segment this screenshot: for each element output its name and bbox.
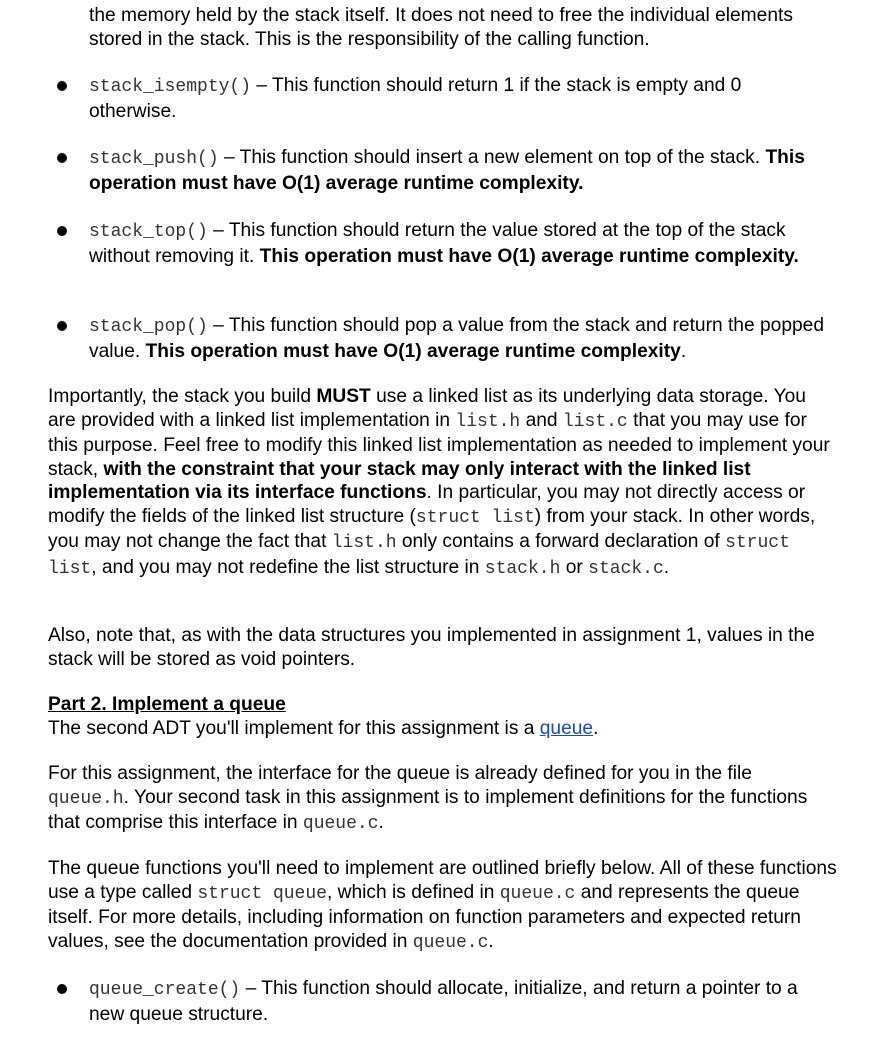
queue-create-item: queue_create() – This function should allocate, initialize, and return a pointer to a new queue structure. bbox=[89, 978, 798, 1025]
bullet-icon bbox=[57, 81, 67, 91]
void-pointers-note: Also, note that, as with the data structures you implemented in assignment 1, values in the stack will be stored as void pointers. bbox=[48, 625, 815, 670]
stack-pop-item: stack_pop() – This function should pop a value from the stack and return the popped value. This operation must have O(1) average runtime complexity. bbox=[89, 315, 825, 362]
bullet-icon bbox=[57, 984, 67, 994]
part2-section: Part 2. Implement a queue The second ADT you'll implement for this assignment is a queue. bbox=[48, 694, 599, 739]
stack-top-code: stack_top() bbox=[89, 222, 208, 242]
queue-interface-paragraph: For this assignment, the interface for the queue is already defined for you in the file queue.h. Your second task in this assignment is to implement definitions for the functions that comprise this interface in queue.c. bbox=[48, 763, 808, 834]
queue-create-code: queue_create() bbox=[89, 980, 241, 1000]
stack-pop-code: stack_pop() bbox=[89, 317, 208, 337]
stack-isempty-code: stack_isempty() bbox=[89, 77, 252, 97]
stack-free-continuation: the memory held by the stack itself. It does not need to free the individual elements stored in the stack. This is the responsibility of the calling function. bbox=[89, 5, 793, 50]
bullet-icon bbox=[57, 226, 67, 236]
bullet-icon bbox=[57, 153, 67, 163]
stack-push-item: stack_push() – This function should insert a new element on top of the stack. This operation must have O(1) average runtime complexity. bbox=[89, 147, 805, 194]
bullet-icon bbox=[57, 321, 67, 331]
linked-list-requirement-paragraph: Importantly, the stack you build MUST use a linked list as its underlying data storage. You are provided with a linked list implementation in list.h and list.c that you may use for this purpose. Feel free to modify this linked list implementation as needed to implement your stack, with the constraint that your stack may only interact with the linked list implementation via its interface functions. In particular, you may not directly access or modify the fields of the linked list structure (struct list) from your stack. In other words, you may not change the fact that list.h only contains a forward declaration of struct list, and you may not redefine the list structure in stack.h or stack.c. bbox=[48, 386, 830, 579]
queue-functions-paragraph: The queue functions you'll need to implement are outlined briefly below. All of these functions use a type called struct queue, which is defined in queue.c and represents the queue itself. For more details, including information on function parameters and expected return values, see the documentation provided in queue.c. bbox=[48, 858, 837, 953]
queue-link[interactable]: queue bbox=[539, 717, 594, 739]
stack-isempty-item: stack_isempty() – This function should return 1 if the stack is empty and 0 otherwise. bbox=[89, 75, 742, 122]
stack-top-item: stack_top() – This function should return the value stored at the top of the stack without removing it. This operation must have O(1) average runtime complexity. bbox=[89, 220, 799, 267]
stack-push-code: stack_push() bbox=[89, 149, 219, 169]
section-heading: Part 2. Implement a queue bbox=[48, 694, 286, 715]
